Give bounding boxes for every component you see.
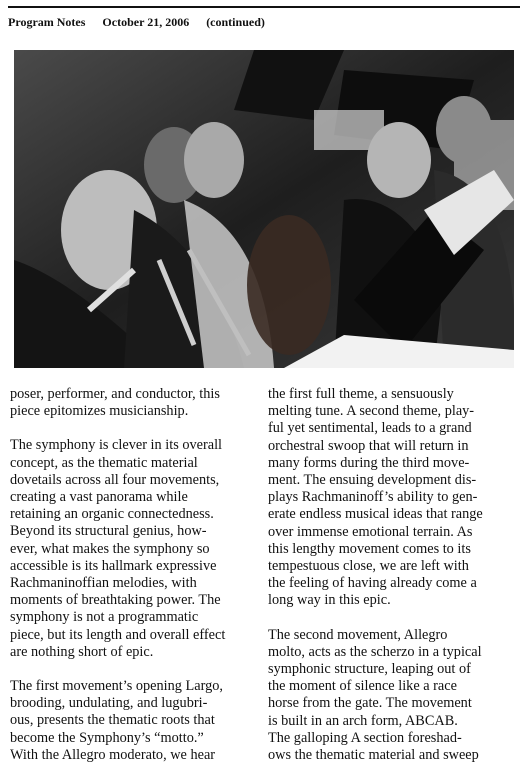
right-column	[268, 386, 505, 781]
left-paragraph-2: The symphony is clever in its overall concept, as the thematic material dovetails across all four movements, creating a vast panorama while retaining an organic connectedness. Beyond its structural genius, how- ever, what makes the symphony so accessible is its hallmark expressive Rachmaninoffian melodies, with moments of breathtaking power. The symphony is not a programmatic piece, but its length and overall effect are nothing short of epic.	[10, 437, 226, 660]
page-header	[8, 6, 520, 30]
header-section: Program Notes	[8, 15, 86, 29]
orchestra-photo	[14, 50, 514, 368]
right-paragraph-2: The second movement, Allegro molto, acts as the scherzo in a typical symphonic structure, leaping out of the moment of silence like a race horse from the gate. The movement is built in an arch form, ABCAB. The galloping A section foreshad- ows the thematic material and sweep	[268, 626, 482, 764]
left-paragraph-3: The first movement’s opening Largo, brooding, undulating, and lugubri- ous, presents the thematic roots that become the Symphony’s “motto.” With the Allegro moderato, we hear	[10, 678, 223, 763]
left-paragraph-1: poser, performer, and conductor, this piece epitomizes musicianship.	[10, 386, 220, 420]
left-column	[10, 386, 247, 781]
right-paragraph-1: the first full theme, a sensuously melting tune. A second theme, play- ful yet sentimental, leads to a grand orchestral swoop that will return in many forms during the third move- ment. The ensuing development dis- plays Rachmaninoff’s ability to gen- erate endless musical ideas that range over immense emotional terrain. As this lengthy movement comes to its tempestuous close, we are left with the feeling of having already come a long way in this epic.	[268, 386, 483, 609]
header-continued: (continued)	[206, 15, 265, 29]
orchestra-photo-illustration	[14, 50, 514, 368]
header-row	[8, 15, 279, 30]
header-date: October 21, 2006	[102, 15, 190, 29]
